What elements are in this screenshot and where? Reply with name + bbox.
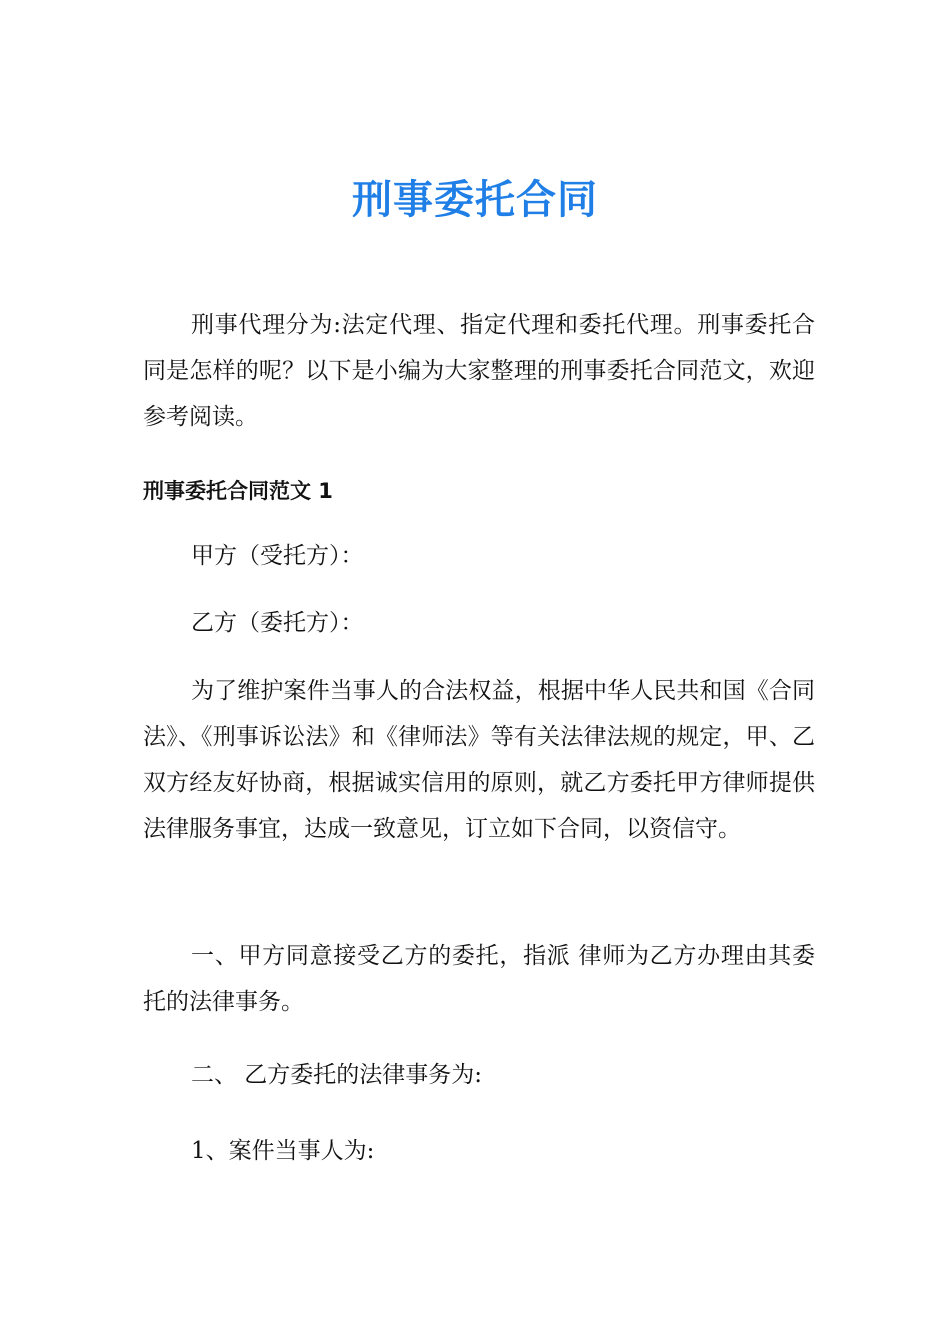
preamble-paragraph: 为了维护案件当事人的合法权益，根据中华人民共和国《合同法》、《刑事诉讼法》和《律师法》等有关法律法规的规定，甲、乙双方经友好协商，根据诚实信用的原则，就乙方委托甲方律师提供法律服务事宜，达成一致意见，订立如下合同，以资信守。 [143, 678, 815, 842]
document-title: 刑事委托合同 [352, 177, 598, 223]
item-1-line: 1、案件当事人为: [191, 1138, 375, 1164]
party-b-line: 乙方（委托方）： [191, 610, 364, 636]
party-a-line: 甲方（受托方）： [191, 543, 364, 569]
intro-paragraph: 刑事代理分为:法定代理、指定代理和委托代理。刑事委托合同是怎样的呢？以下是小编为大家整理的刑事委托合同范文，欢迎参考阅读。 [143, 312, 815, 430]
section-heading: 刑事委托合同范文 1 [143, 479, 333, 503]
clause-1-paragraph: 一、甲方同意接受乙方的委托，指派 律师为乙方办理由其委托的法律事务。 [143, 943, 815, 1015]
clause-2-line: 二、 乙方委托的法律事务为: [191, 1062, 483, 1088]
